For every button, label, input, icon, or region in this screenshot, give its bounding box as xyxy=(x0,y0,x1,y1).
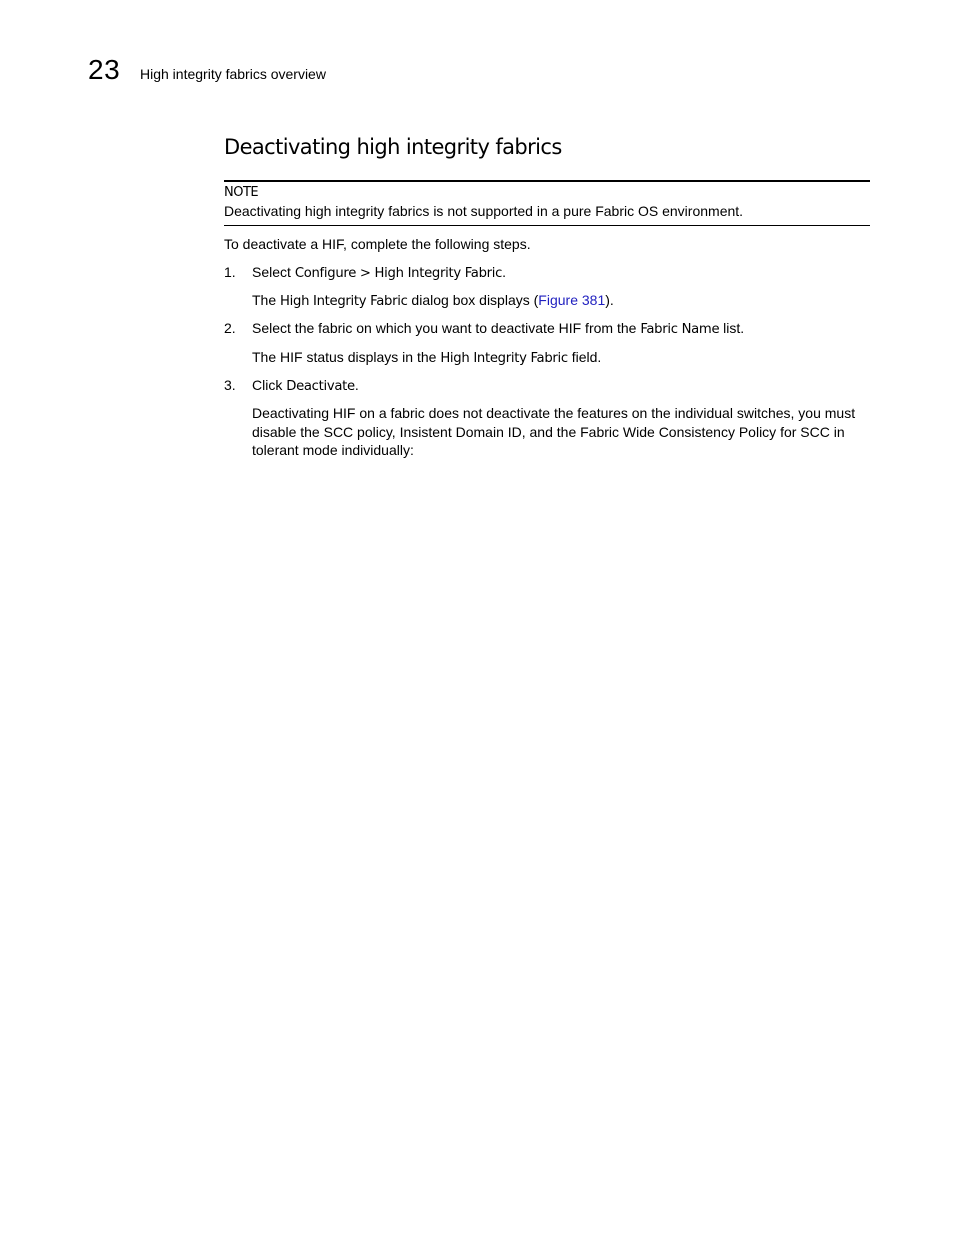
step-2-text xyxy=(252,319,744,340)
step-3-text xyxy=(252,376,359,397)
section-title: Deactivating high integrity fabrics xyxy=(224,135,562,159)
step-text: . xyxy=(502,264,506,280)
step-text: list. xyxy=(719,320,745,336)
menu-path: Configure > High Integrity Fabric xyxy=(294,266,503,281)
result-text: field. xyxy=(567,349,602,365)
step-2-result xyxy=(252,348,601,369)
step-text: Select xyxy=(252,264,295,280)
step-3-result: Deactivating HIF on a fabric does not deactivate the features on the individual switches, you must disable the SCC policy, Insistent Domain ID, and the Fabric Wide Consistency Policy for SCC in tolerant mode individually: xyxy=(252,405,856,458)
step-1-result xyxy=(252,291,614,312)
result-text: ). xyxy=(605,292,614,308)
result-text: The HIF status displays in the xyxy=(252,349,441,365)
note-text: Deactivating high integrity fabrics is not supported in a pure Fabric OS environment. xyxy=(224,203,744,219)
step-text: . xyxy=(354,377,359,393)
step-number: 3. xyxy=(224,377,236,393)
note-label: NOTE xyxy=(224,185,259,200)
chapter-number: 23 xyxy=(88,54,121,85)
result-text: The xyxy=(252,292,281,308)
running-head: High integrity fabrics overview xyxy=(140,66,326,82)
figure-link[interactable]: Figure 381 xyxy=(538,292,606,308)
step-number: 2. xyxy=(224,320,236,336)
step-number: 1. xyxy=(224,264,236,280)
step-1-text xyxy=(252,263,506,284)
dialog-name: High Integrity Fabric xyxy=(280,294,408,309)
button-name: Deactivate xyxy=(286,379,355,394)
field-name: Fabric Name xyxy=(640,322,720,337)
step-text: Click xyxy=(252,377,287,393)
result-text: dialog box displays ( xyxy=(407,292,539,308)
step-text: Select the fabric on which you want to deactivate HIF from the xyxy=(252,320,641,336)
field-name: High Integrity Fabric xyxy=(440,351,568,366)
intro-paragraph: To deactivate a HIF, complete the following steps. xyxy=(224,236,531,252)
note-box xyxy=(224,180,870,226)
